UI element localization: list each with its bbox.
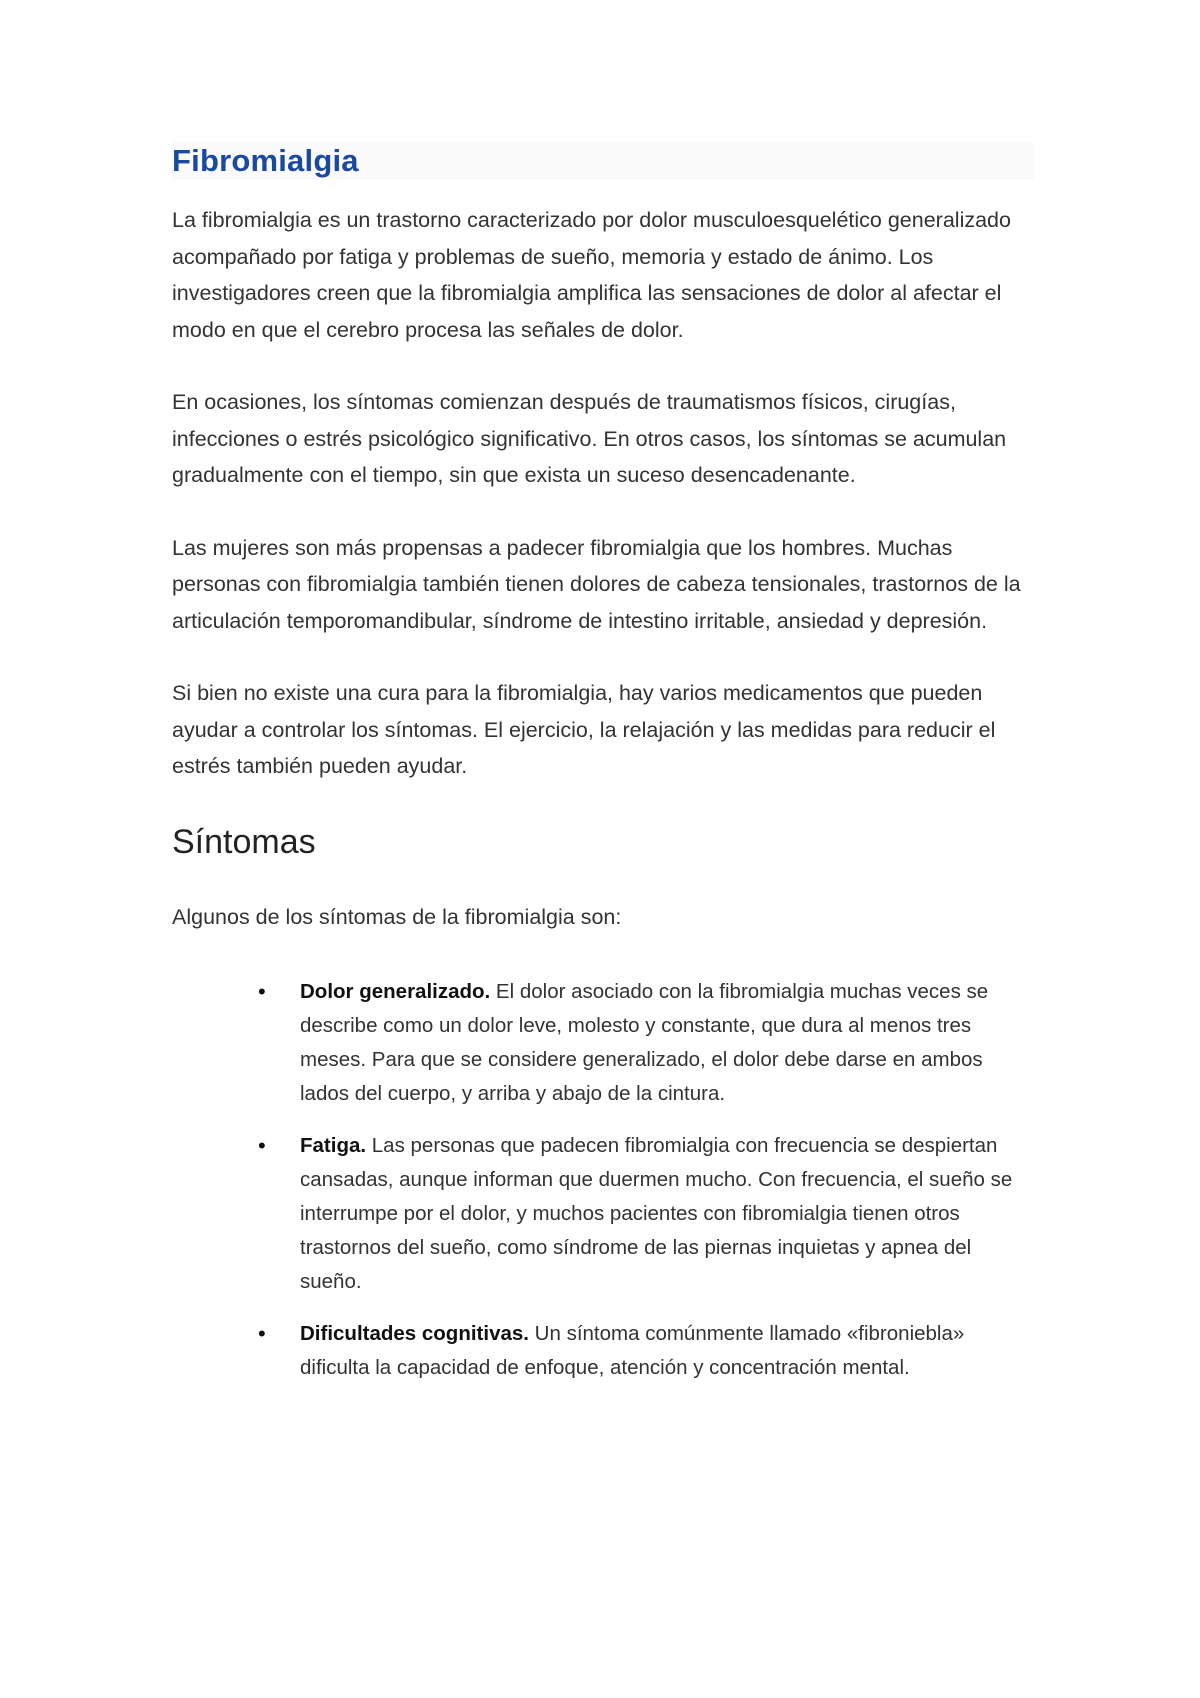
symptoms-heading: Síntomas (172, 822, 316, 861)
paragraph-treatment: Si bien no existe una cura para la fibromialgia, hay varios medicamentos que pueden ayudar a controlar los síntomas. El ejercicio, la relajación y las medidas para reducir el estrés también pueden ayudar. (172, 681, 996, 778)
symptom-term: Fatiga. (300, 1133, 367, 1157)
title-bar (172, 142, 1034, 180)
document-title: Fibromialgia (172, 143, 359, 178)
paragraph-definition: La fibromialgia es un trastorno caracterizado por dolor musculoesquelético generalizado acompañado por fatiga y problemas de sueño, memoria y estado de ánimo. Los investigadores creen que la fibromialgia amplifica las sensaciones de dolor al afectar el modo en que el cerebro procesa las señales de dolor. (172, 208, 1011, 342)
list-item (258, 1129, 1034, 1299)
paragraph-risk: Las mujeres son más propensas a padecer fibromialgia que los hombres. Muchas personas con fibromialgia también tienen dolores de cabeza tensionales, trastornos de la articulación temporomandibular, síndrome de intestino irritable, ansiedad y depresión. (172, 535, 1021, 633)
list-item (258, 975, 1034, 1111)
symptom-description: Las personas que padecen fibromialgia con frecuencia se despiertan cansadas, aunque informan que duermen mucho. Con frecuencia, el sueño se interrumpe por el dolor, y muchos pacientes con fibromialgia tienen otros trastornos del sueño, como síndrome de las piernas inquietas y apnea del sueño. (300, 1133, 1013, 1293)
bullet-icon: • (258, 1132, 266, 1158)
symptom-term: Dificultades cognitivas. (300, 1321, 529, 1345)
bullet-icon: • (258, 1320, 266, 1346)
symptom-description: El dolor asociado con la fibromialgia muchas veces se describe como un dolor leve, molesto y constante, que dura al menos tres meses. Para que se considere generalizado, el dolor debe darse en ambos lados del cuerpo, y arriba y abajo de la cintura. (300, 979, 989, 1105)
symptom-term: Dolor generalizado. (300, 979, 491, 1003)
symptoms-intro: Algunos de los síntomas de la fibromialgia son: (172, 904, 622, 929)
symptoms-list (172, 975, 1034, 1385)
bullet-icon: • (258, 978, 266, 1004)
symptom-description: Un síntoma comúnmente llamado «fibroniebla» dificulta la capacidad de enfoque, atención y concentración mental. (300, 1321, 965, 1379)
document-content (172, 142, 1034, 1403)
list-item (258, 1317, 1034, 1385)
paragraph-onset: En ocasiones, los síntomas comienzan después de traumatismos físicos, cirugías, infecciones o estrés psicológico significativo. En otros casos, los síntomas se acumulan gradualmente con el tiempo, sin que exista un suceso desencadenante. (172, 390, 1007, 487)
